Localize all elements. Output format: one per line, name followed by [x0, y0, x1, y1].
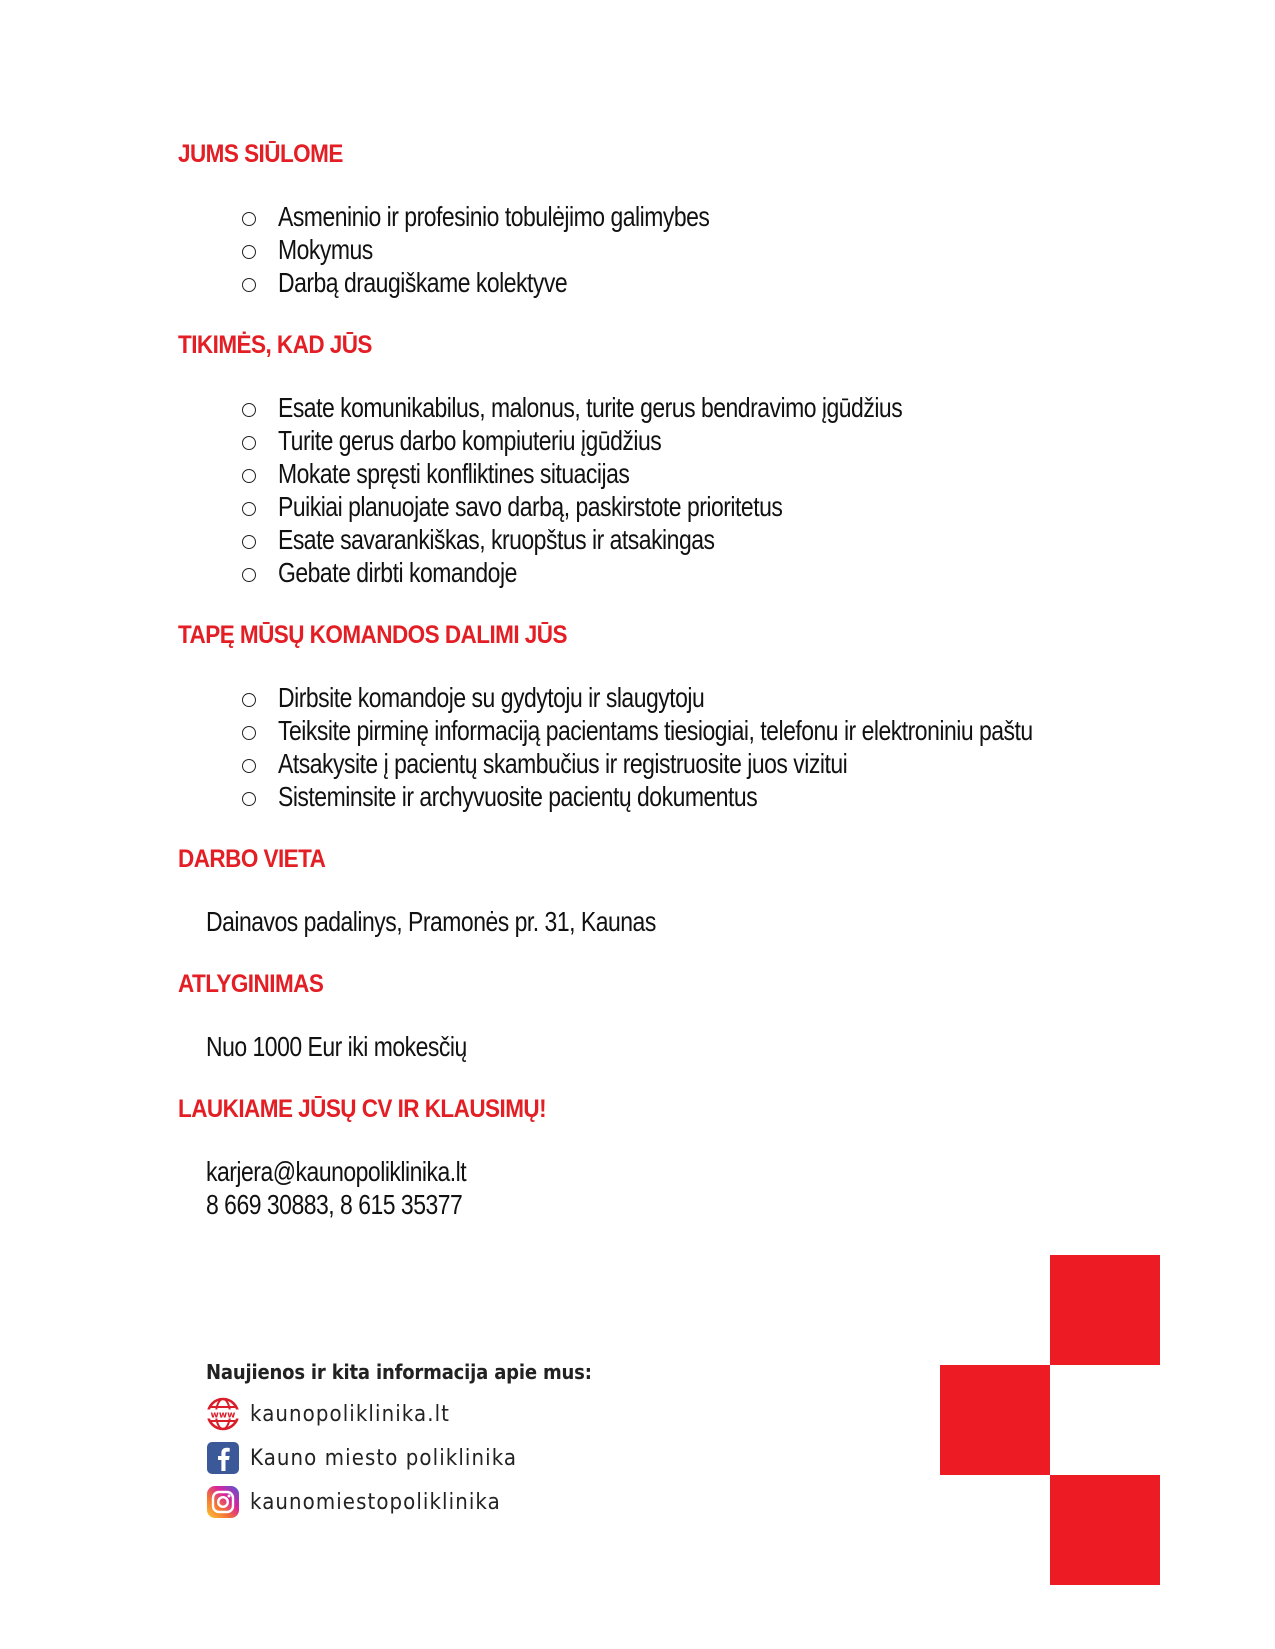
- bullet-circle-icon: [242, 245, 256, 259]
- bullet-circle-icon: [242, 726, 256, 740]
- instagram-text[interactable]: kaunomiestopoliklinika: [250, 1489, 501, 1515]
- www-globe-icon: [206, 1397, 240, 1431]
- facebook-icon: [206, 1441, 240, 1475]
- footer-title: Naujienos ir kita informacija apie mus:: [206, 1360, 592, 1384]
- list-item: Esate savarankiškas, kruopštus ir atsakingas: [242, 523, 1178, 556]
- instagram-link[interactable]: [206, 1482, 635, 1522]
- section-title-duties: TAPĘ MŪSŲ KOMANDOS DALIMI JŪS: [178, 621, 567, 649]
- workplace-address: Dainavos padalinys, Pramonės pr. 31, Kaunas: [206, 906, 656, 937]
- bullet-circle-icon: [242, 436, 256, 450]
- bullet-circle-icon: [242, 792, 256, 806]
- website-link[interactable]: [206, 1394, 635, 1434]
- list-item: Darbą draugiškame kolektyve: [242, 266, 1178, 299]
- list-item: Teiksite pirminę informaciją pacientams tiesiogiai, telefonu ir elektroniniu paštu: [242, 714, 1178, 747]
- bullet-circle-icon: [242, 535, 256, 549]
- decorative-square-bottom: [1050, 1475, 1160, 1585]
- list-item: Turite gerus darbo kompiuteriu įgūdžius: [242, 424, 1178, 457]
- list-item: Esate komunikabilus, malonus, turite gerus bendravimo įgūdžius: [242, 391, 1178, 424]
- list-item: Gebate dirbti komandoje: [242, 556, 1178, 589]
- bullet-circle-icon: [242, 278, 256, 292]
- website-text[interactable]: kaunopoliklinika.lt: [250, 1401, 450, 1427]
- svg-text:www: www: [210, 1410, 236, 1421]
- bullet-circle-icon: [242, 568, 256, 582]
- section-title-expectations: TIKIMĖS, KAD JŪS: [178, 331, 372, 359]
- list-item: Dirbsite komandoje su gydytoju ir slaugytoju: [242, 681, 1178, 714]
- facebook-text[interactable]: Kauno miesto poliklinika: [250, 1445, 518, 1471]
- bullet-circle-icon: [242, 693, 256, 707]
- list-item: Mokate spręsti konfliktines situacijas: [242, 457, 1178, 490]
- section-title-workplace: DARBO VIETA: [178, 845, 326, 873]
- list-item: Asmeninio ir profesinio tobulėjimo galimybes: [242, 200, 1178, 233]
- bullet-circle-icon: [242, 469, 256, 483]
- list-item: Mokymus: [242, 233, 1178, 266]
- list-item: Puikiai planuojate savo darbą, paskirstote prioritetus: [242, 490, 1178, 523]
- decorative-square-top: [1050, 1255, 1160, 1365]
- duties-list: [178, 681, 1178, 813]
- section-title-offer: JUMS SIŪLOME: [178, 140, 343, 168]
- offer-list: [178, 200, 1178, 299]
- bullet-circle-icon: [242, 759, 256, 773]
- section-title-contacts: LAUKIAME JŪSŲ CV IR KLAUSIMŲ!: [178, 1095, 547, 1123]
- bullet-circle-icon: [242, 212, 256, 226]
- contact-email[interactable]: karjera@kaunopoliklinika.lt: [206, 1156, 467, 1187]
- list-item: Atsakysite į pacientų skambučius ir registruosite juos vizitui: [242, 747, 1178, 780]
- salary-text: Nuo 1000 Eur iki mokesčių: [206, 1031, 467, 1062]
- bullet-circle-icon: [242, 502, 256, 516]
- section-title-salary: ATLYGINIMAS: [178, 970, 324, 998]
- facebook-link[interactable]: [206, 1438, 635, 1478]
- instagram-icon: [206, 1485, 240, 1519]
- expectations-list: [178, 391, 1178, 589]
- document-body: [178, 138, 1178, 1221]
- social-footer: [206, 1360, 635, 1526]
- contact-phones: 8 669 30883, 8 615 35377: [206, 1189, 463, 1220]
- decorative-square-middle: [940, 1365, 1050, 1475]
- list-item: Sisteminsite ir archyvuosite pacientų dokumentus: [242, 780, 1178, 813]
- bullet-circle-icon: [242, 403, 256, 417]
